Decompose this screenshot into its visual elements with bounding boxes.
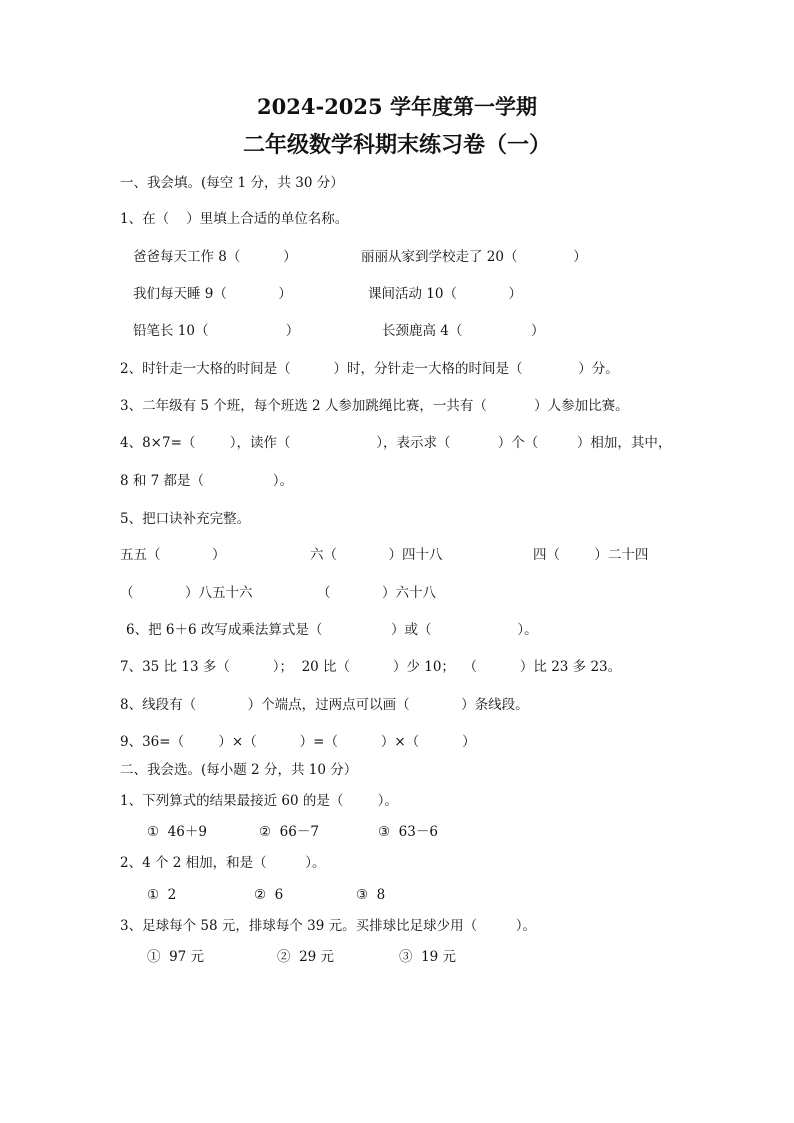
choice-question-1-option-2: ② 66－7 — [259, 824, 319, 840]
section-1-heading: 一、我会填。(每空 1 分，共 30 分） — [120, 175, 344, 191]
choice-question-1-option-1: ① 46＋9 — [147, 824, 207, 840]
choice-question-3-stem: 3、足球每个 58 元，排球每个 39 元。买排球比足球少用（ ）。 — [120, 918, 536, 934]
question-5-blank-b: 六（ ）四十八 — [310, 547, 443, 563]
question-5-stem: 5、把口诀补充完整。 — [120, 511, 251, 527]
question-3: 3、二年级有 5 个班，每个班选 2 人参加跳绳比赛，一共有（ ）人参加比赛。 — [120, 398, 629, 414]
question-6: 6、把 6＋6 改写成乘法算式是（ ）或（ ）。 — [126, 622, 538, 638]
choice-question-1-option-3: ③ 63－6 — [378, 824, 438, 840]
exam-title-subject: 二年级数学科期末练习卷（一） — [242, 132, 551, 158]
question-4-line-1: 4、8×7=（ ），读作（ ），表示求（ ）个（ ）相加，其中， — [120, 435, 672, 451]
question-7: 7、35 比 13 多（ ）； 20 比（ ）少 10； （ ）比 23 多 23。 — [120, 659, 622, 675]
question-1-blank-walk: 丽丽从家到学校走了 20（ ） — [361, 249, 587, 265]
question-2: 2、时针走一大格的时间是（ ）时，分针走一大格的时间是（ ）分。 — [120, 361, 619, 377]
choice-question-2-stem: 2、4 个 2 相加，和是（ ）。 — [120, 855, 326, 871]
choice-question-2-option-2: ② 6 — [254, 887, 284, 903]
choice-question-3-option-1: ① 97 元 — [147, 949, 205, 965]
choice-question-1-stem: 1、下列算式的结果最接近 60 的是（ ）。 — [120, 793, 398, 809]
section-2-heading: 二、我会选。(每小题 2 分，共 10 分） — [120, 762, 358, 778]
choice-question-3-option-3: ③ 19 元 — [399, 949, 457, 965]
question-9: 9、36=（ ）×（ ）=（ ）×（ ） — [120, 734, 476, 750]
question-1-blank-pencil: 铅笔长 10（ ） — [133, 323, 300, 339]
question-5-blank-d: （ ）八五十六 — [120, 585, 253, 601]
question-8: 8、线段有（ ）个端点，过两点可以画（ ）条线段。 — [120, 697, 529, 713]
choice-question-2-option-1: ① 2 — [147, 887, 177, 903]
question-5-blank-a: 五五（ ） — [120, 547, 226, 563]
question-4-line-2: 8 和 7 都是（ ）。 — [120, 473, 293, 489]
choice-question-2-option-3: ③ 8 — [356, 887, 386, 903]
question-1-blank-break: 课间活动 10（ ） — [368, 286, 522, 302]
question-5-blank-c: 四（ ）二十四 — [533, 547, 649, 563]
question-1-stem: 1、在（ ）里填上合适的单位名称。 — [120, 211, 349, 227]
exam-title-year: 2024-2025 学年度第一学期 — [257, 94, 537, 119]
question-1-blank-giraffe: 长颈鹿高 4（ ） — [382, 323, 545, 339]
question-1-blank-sleep: 我们每天睡 9（ ） — [133, 286, 292, 302]
choice-question-3-option-2: ② 29 元 — [277, 949, 335, 965]
question-5-blank-e: （ ）六十八 — [317, 585, 436, 601]
question-1-blank-work: 爸爸每天工作 8（ ） — [133, 249, 297, 265]
